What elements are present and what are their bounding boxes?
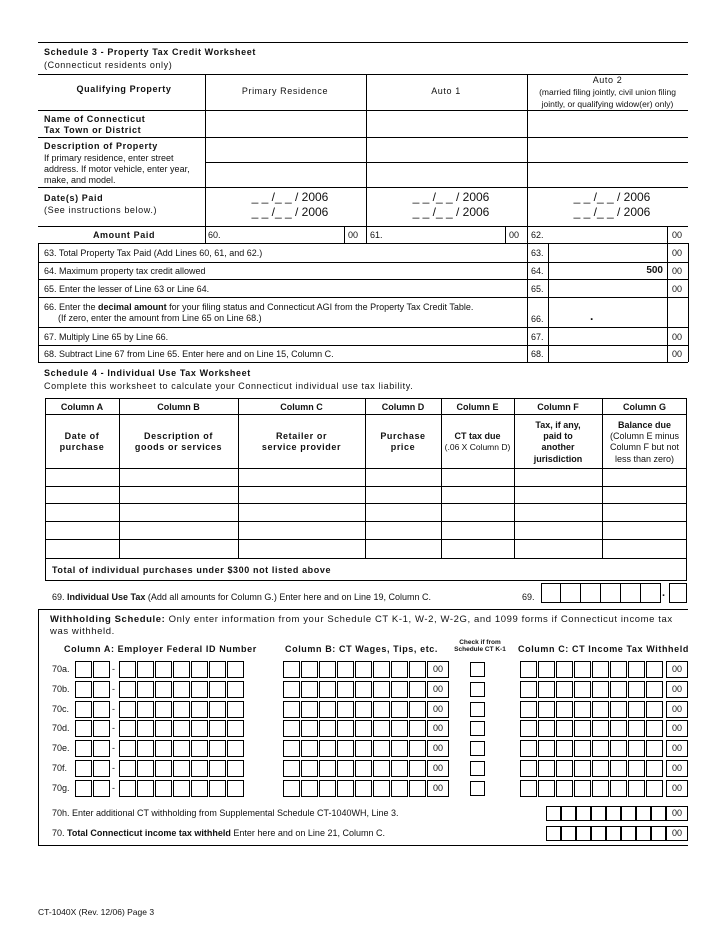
line65-text: 65. Enter the lesser of Line 63 or Line 64. — [44, 284, 210, 294]
withholding-title-rest: Only enter information from your Schedule CT K-1, W-2, W-2G, and 1099 forms if Connecticut income tax — [165, 614, 673, 625]
line70h-cents: 00 — [666, 806, 688, 821]
line70h-text: 70h. Enter additional CT withholding from Supplemental Schedule CT-1040WH, Line 3. — [52, 808, 399, 818]
ct-wages-cents: 00 — [427, 661, 449, 678]
line69-amount-boxes[interactable] — [541, 583, 687, 603]
col-f-desc4: jurisdiction — [533, 454, 583, 464]
col-a-desc2: purchase — [59, 442, 105, 452]
schedule4-subtitle: Complete this worksheet to calculate your Connecticut individual use tax liability. — [44, 381, 414, 391]
line66-decimal-point: . — [590, 309, 594, 323]
label-name-line2: Tax Town or District — [44, 125, 142, 135]
ct-wages-cents: 00 — [427, 681, 449, 698]
line66-text2: (If zero, enter the amount from Line 65 on Line 68.) — [58, 313, 262, 323]
col-e-header: Column E — [456, 402, 499, 412]
ct-wages-cents: 00 — [427, 780, 449, 797]
withholding-title — [50, 614, 673, 625]
line67-number: 67. — [531, 332, 544, 342]
footer-form-id: CT-1040X (Rev. 12/06) Page 3 — [38, 907, 155, 917]
date-auto1-1[interactable]: _ _ /_ _ / 2006 — [412, 190, 490, 204]
header-auto1: Auto 1 — [431, 86, 461, 96]
ct-wages-cents: 00 — [427, 701, 449, 718]
line67-text: 67. Multiply Line 65 by Line 66. — [44, 332, 169, 342]
date-auto2-1[interactable]: _ _ /_ _ / 2006 — [573, 190, 651, 204]
col-g-desc1: Balance due — [617, 420, 672, 430]
label-description-help3: make, and model. — [44, 175, 116, 185]
ct-tax-withheld-cents: 00 — [666, 780, 688, 797]
col-b-desc1: Description of — [144, 431, 213, 441]
withholding-check-label1: Check if from — [459, 639, 501, 646]
withholding-row-label: 70f. — [52, 763, 68, 773]
line65-number: 65. — [531, 284, 544, 294]
label-amount-paid: Amount Paid — [92, 230, 156, 240]
col-e-desc1: CT tax due — [454, 431, 501, 441]
line70-bold: Total Connecticut income tax withheld — [67, 828, 231, 838]
employer-id-dash: - — [112, 723, 115, 733]
line69-pre: 69. — [52, 592, 68, 602]
ct-tax-withheld-cents: 00 — [666, 760, 688, 777]
date-primary-2[interactable]: _ _ /_ _ / 2006 — [251, 205, 329, 219]
col-f-desc2: paid to — [543, 431, 573, 441]
col-g-header: Column G — [623, 402, 666, 412]
col-e-desc2: (.06 X Column D) — [444, 442, 511, 452]
label-dates-paid: Date(s) Paid — [44, 193, 104, 203]
col-a-desc1: Date of — [64, 431, 100, 441]
col-a-header: Column A — [60, 402, 104, 412]
schedule3-title: Schedule 3 - Property Tax Credit Worksheet — [44, 47, 256, 57]
date-auto2-2[interactable]: _ _ /_ _ / 2006 — [573, 205, 651, 219]
line64-cents: 00 — [672, 266, 683, 276]
col-f-desc3: another — [541, 442, 575, 452]
col-g-desc3: Column F but not — [609, 442, 680, 452]
line68-cents: 00 — [672, 349, 683, 359]
date-primary-1[interactable]: _ _ /_ _ / 2006 — [251, 190, 329, 204]
ct-wages-cents: 00 — [427, 720, 449, 737]
employer-id-dash: - — [112, 684, 115, 694]
withholding-row-label: 70e. — [52, 743, 70, 753]
line60-cents: 00 — [348, 230, 359, 240]
ct-tax-withheld-cents: 00 — [666, 681, 688, 698]
line63-number: 63. — [531, 248, 544, 258]
col-c-desc1: Retailer or — [275, 431, 328, 441]
line66-post: for your filing status and Connecticut AGI from the Property Tax Credit Table. — [166, 302, 474, 312]
k1-checkbox[interactable] — [470, 781, 485, 796]
col-f-desc1: Tax, if any, — [535, 420, 581, 430]
line69-number: 69. — [522, 592, 535, 602]
label-dates-help: (See instructions below.) — [44, 205, 158, 215]
line62-number: 62. — [531, 230, 544, 240]
line70-cents: 00 — [666, 826, 688, 841]
line68-number: 68. — [531, 349, 544, 359]
withholding-title-bold: Withholding Schedule: — [50, 614, 166, 625]
col-d-desc2: price — [390, 442, 416, 452]
col-d-header: Column D — [381, 402, 425, 412]
employer-id-dash: - — [112, 664, 115, 674]
schedule4-title: Schedule 4 - Individual Use Tax Worksheet — [44, 368, 251, 378]
line69-text — [52, 592, 431, 603]
header-auto2-note1: (married filing jointly, civil union filing — [539, 87, 676, 97]
schedule3-subtitle: (Connecticut residents only) — [44, 60, 173, 70]
withholding-col-a: Column A: Employer Federal ID Number — [64, 644, 257, 654]
line69-post: (Add all amounts for Column G.) Enter here and on Line 19, Column C. — [145, 592, 432, 602]
line63-text: 63. Total Property Tax Paid (Add Lines 60, 61, and 62.) — [44, 248, 263, 258]
line66-text — [44, 302, 473, 313]
ct-tax-withheld-cents: 00 — [666, 661, 688, 678]
line68-text: 68. Subtract Line 67 from Line 65. Enter here and on Line 15, Column C. — [44, 349, 334, 359]
line66-number: 66. — [531, 314, 544, 324]
withholding-row-label: 70c. — [52, 704, 70, 714]
line60-number: 60. — [208, 230, 221, 240]
line62-cents: 00 — [672, 230, 683, 240]
employer-id-dash: - — [112, 704, 115, 714]
header-auto2: Auto 2 — [592, 75, 623, 85]
employer-id-dash: - — [112, 743, 115, 753]
col-c-header: Column C — [280, 402, 323, 412]
line61-cents: 00 — [509, 230, 520, 240]
total-small-purchases-label: Total of individual purchases under $300 not listed above — [52, 565, 332, 575]
withholding-check-label2: Schedule CT K-1 — [454, 646, 506, 653]
line69-bold: Individual Use Tax — [67, 592, 146, 602]
line64-value: 500 — [646, 265, 663, 276]
line64-number: 64. — [531, 266, 544, 276]
label-name-line1: Name of Connecticut — [44, 114, 146, 124]
label-description-help2: address. If motor vehicle, enter year, — [44, 164, 190, 174]
date-auto1-2[interactable]: _ _ /_ _ / 2006 — [412, 205, 490, 219]
line70-text — [52, 828, 385, 839]
line70-post: Enter here and on Line 21, Column C. — [230, 828, 385, 838]
line65-cents: 00 — [672, 284, 683, 294]
employer-id-dash: - — [112, 763, 115, 773]
k1-checkbox[interactable] — [470, 682, 485, 697]
col-c-desc2: service provider — [261, 442, 342, 452]
withholding-col-c: Column C: CT Income Tax Withheld — [518, 644, 689, 654]
k1-checkbox[interactable] — [470, 702, 485, 717]
line69-decimal: . — [662, 587, 666, 599]
col-d-desc1: Purchase — [380, 431, 426, 441]
k1-checkbox[interactable] — [470, 741, 485, 756]
ct-tax-withheld-cents: 00 — [666, 740, 688, 757]
k1-checkbox[interactable] — [470, 721, 485, 736]
line64-text: 64. Maximum property tax credit allowed — [44, 266, 206, 276]
label-description: Description of Property — [44, 141, 158, 151]
line66-bold: decimal amount — [98, 302, 167, 312]
withholding-col-b: Column B: CT Wages, Tips, etc. — [285, 644, 439, 654]
line70-pre: 70. — [52, 828, 68, 838]
withholding-row-label: 70a. — [52, 664, 70, 674]
label-description-help1: If primary residence, enter street — [44, 153, 174, 163]
col-b-header: Column B — [157, 402, 200, 412]
ct-tax-withheld-cents: 00 — [666, 701, 688, 718]
line66-pre: 66. Enter the — [44, 302, 99, 312]
col-g-desc2: (Column E minus — [609, 431, 680, 441]
ct-wages-cents: 00 — [427, 740, 449, 757]
col-g-desc4: less than zero) — [614, 454, 675, 464]
employer-id-dash: - — [112, 783, 115, 793]
line61-number: 61. — [370, 230, 383, 240]
withholding-title-line2: was withheld. — [50, 626, 115, 637]
withholding-row-label: 70b. — [52, 684, 70, 694]
line67-cents: 00 — [672, 332, 683, 342]
ct-wages-cents: 00 — [427, 760, 449, 777]
withholding-row-label: 70g. — [52, 783, 70, 793]
header-qualifying-property: Qualifying Property — [76, 84, 172, 94]
col-b-desc2: goods or services — [134, 442, 223, 452]
header-primary-residence: Primary Residence — [241, 86, 329, 96]
ct-tax-withheld-cents: 00 — [666, 720, 688, 737]
k1-checkbox[interactable] — [470, 662, 485, 677]
line63-cents: 00 — [672, 248, 683, 258]
header-auto2-note2: jointly, or qualifying widow(er) only) — [541, 99, 674, 109]
k1-checkbox[interactable] — [470, 761, 485, 776]
col-f-header: Column F — [537, 402, 579, 412]
withholding-row-label: 70d. — [52, 723, 70, 733]
